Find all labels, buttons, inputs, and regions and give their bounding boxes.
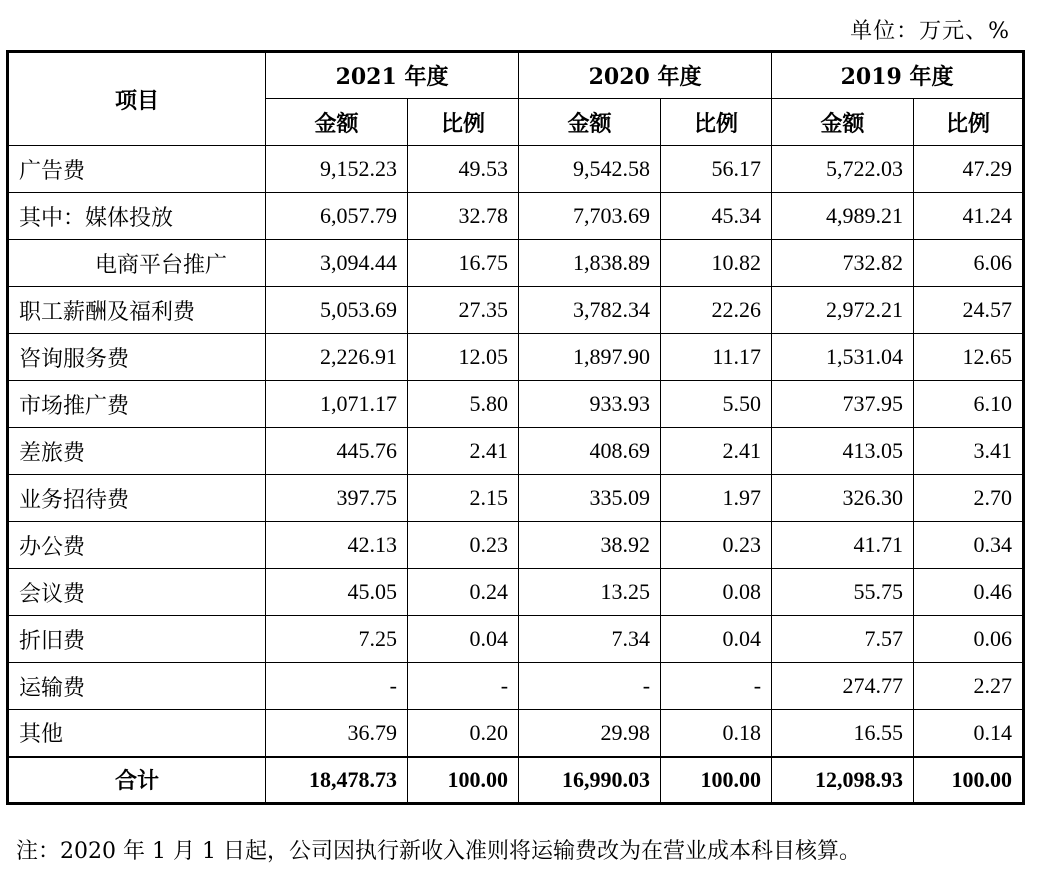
ratio-cell: 16.75	[408, 240, 519, 287]
row-label: 咨询服务费	[8, 334, 266, 381]
ratio-cell: 100.00	[661, 757, 772, 804]
row-label: 市场推广费	[8, 381, 266, 428]
ratio-cell: 49.53	[408, 146, 519, 193]
ratio-header: 比例	[914, 99, 1024, 146]
amount-cell: 732.82	[772, 240, 914, 287]
amount-cell: 18,478.73	[266, 757, 408, 804]
amount-cell: 5,722.03	[772, 146, 914, 193]
ratio-cell: 1.97	[661, 475, 772, 522]
amount-cell: 326.30	[772, 475, 914, 522]
table-row	[8, 663, 1024, 710]
amount-cell: 2,226.91	[266, 334, 408, 381]
row-label: 差旅费	[8, 428, 266, 475]
ratio-cell: 0.18	[661, 710, 772, 757]
ratio-cell: 0.08	[661, 569, 772, 616]
ratio-cell: 0.04	[408, 616, 519, 663]
amount-header: 金额	[772, 99, 914, 146]
ratio-cell: 0.06	[914, 616, 1024, 663]
ratio-cell: 100.00	[408, 757, 519, 804]
ratio-header: 比例	[661, 99, 772, 146]
amount-header: 金额	[519, 99, 661, 146]
row-label: 合计	[8, 757, 266, 804]
ratio-cell: 41.24	[914, 193, 1024, 240]
ratio-cell: 0.24	[408, 569, 519, 616]
row-label: 运输费	[8, 663, 266, 710]
ratio-cell: 6.10	[914, 381, 1024, 428]
ratio-cell: 45.34	[661, 193, 772, 240]
ratio-cell: 47.29	[914, 146, 1024, 193]
ratio-cell: 22.26	[661, 287, 772, 334]
ratio-cell: 0.04	[661, 616, 772, 663]
amount-cell: 45.05	[266, 569, 408, 616]
table-row	[8, 710, 1024, 757]
table-row	[8, 334, 1024, 381]
table-row	[8, 287, 1024, 334]
amount-cell: 42.13	[266, 522, 408, 569]
ratio-cell: 0.46	[914, 569, 1024, 616]
amount-cell: 12,098.93	[772, 757, 914, 804]
ratio-cell: 2.41	[408, 428, 519, 475]
amount-cell: 5,053.69	[266, 287, 408, 334]
footnote: 注：2020 年 1 月 1 日起，公司因执行新收入准则将运输费改为在营业成本科目核算。	[16, 839, 861, 864]
row-label: 办公费	[8, 522, 266, 569]
amount-cell: 41.71	[772, 522, 914, 569]
amount-cell: 6,057.79	[266, 193, 408, 240]
ratio-cell: 2.41	[661, 428, 772, 475]
amount-cell: 1,897.90	[519, 334, 661, 381]
ratio-cell: 0.20	[408, 710, 519, 757]
ratio-cell: 100.00	[914, 757, 1024, 804]
amount-cell: 7.25	[266, 616, 408, 663]
amount-cell: 445.76	[266, 428, 408, 475]
amount-cell: 397.75	[266, 475, 408, 522]
amount-cell: -	[519, 663, 661, 710]
ratio-cell: 27.35	[408, 287, 519, 334]
ratio-header: 比例	[408, 99, 519, 146]
amount-cell: 16.55	[772, 710, 914, 757]
amount-cell: 413.05	[772, 428, 914, 475]
ratio-cell: 12.05	[408, 334, 519, 381]
amount-cell: 13.25	[519, 569, 661, 616]
total-row	[8, 757, 1024, 804]
item-header: 项目	[8, 52, 266, 146]
amount-cell: 2,972.21	[772, 287, 914, 334]
selling-expenses-table	[6, 50, 1025, 805]
ratio-cell: 2.27	[914, 663, 1024, 710]
ratio-cell: 0.23	[408, 522, 519, 569]
amount-cell: -	[266, 663, 408, 710]
amount-cell: 335.09	[519, 475, 661, 522]
row-label: 广告费	[8, 146, 266, 193]
amount-cell: 9,542.58	[519, 146, 661, 193]
amount-cell: 7,703.69	[519, 193, 661, 240]
ratio-cell: 24.57	[914, 287, 1024, 334]
row-label: 会议费	[8, 569, 266, 616]
table-row	[8, 146, 1024, 193]
amount-cell: 29.98	[519, 710, 661, 757]
table-row	[8, 616, 1024, 663]
ratio-cell: 0.34	[914, 522, 1024, 569]
row-label: 折旧费	[8, 616, 266, 663]
amount-cell: 55.75	[772, 569, 914, 616]
amount-cell: 38.92	[519, 522, 661, 569]
year-header: 2019 年度	[772, 52, 1024, 99]
table-row	[8, 193, 1024, 240]
ratio-cell: 10.82	[661, 240, 772, 287]
ratio-cell: 56.17	[661, 146, 772, 193]
amount-cell: 737.95	[772, 381, 914, 428]
table-row	[8, 475, 1024, 522]
ratio-cell: -	[408, 663, 519, 710]
ratio-cell: 6.06	[914, 240, 1024, 287]
ratio-cell: 3.41	[914, 428, 1024, 475]
amount-cell: 1,531.04	[772, 334, 914, 381]
table-row	[8, 240, 1024, 287]
row-label: 其他	[8, 710, 266, 757]
amount-cell: 274.77	[772, 663, 914, 710]
amount-header: 金额	[266, 99, 408, 146]
table-body	[8, 146, 1024, 804]
row-label: 电商平台推广	[8, 240, 266, 287]
amount-cell: 4,989.21	[772, 193, 914, 240]
ratio-cell: 32.78	[408, 193, 519, 240]
ratio-cell: -	[661, 663, 772, 710]
amount-cell: 7.57	[772, 616, 914, 663]
ratio-cell: 0.14	[914, 710, 1024, 757]
ratio-cell: 5.50	[661, 381, 772, 428]
ratio-cell: 11.17	[661, 334, 772, 381]
amount-cell: 9,152.23	[266, 146, 408, 193]
amount-cell: 933.93	[519, 381, 661, 428]
ratio-cell: 2.15	[408, 475, 519, 522]
header-row-years	[8, 52, 1024, 99]
year-header: 2021 年度	[266, 52, 519, 99]
amount-cell: 16,990.03	[519, 757, 661, 804]
ratio-cell: 0.23	[661, 522, 772, 569]
amount-cell: 7.34	[519, 616, 661, 663]
amount-cell: 3,782.34	[519, 287, 661, 334]
row-label: 其中：媒体投放	[8, 193, 266, 240]
table-row	[8, 569, 1024, 616]
unit-label: 单位：万元、%	[850, 19, 1010, 44]
row-label: 职工薪酬及福利费	[8, 287, 266, 334]
table-row	[8, 522, 1024, 569]
amount-cell: 408.69	[519, 428, 661, 475]
row-label: 业务招待费	[8, 475, 266, 522]
amount-cell: 36.79	[266, 710, 408, 757]
table-row	[8, 428, 1024, 475]
ratio-cell: 2.70	[914, 475, 1024, 522]
ratio-cell: 12.65	[914, 334, 1024, 381]
amount-cell: 1,071.17	[266, 381, 408, 428]
ratio-cell: 5.80	[408, 381, 519, 428]
amount-cell: 3,094.44	[266, 240, 408, 287]
amount-cell: 1,838.89	[519, 240, 661, 287]
year-header: 2020 年度	[519, 52, 772, 99]
table-row	[8, 381, 1024, 428]
